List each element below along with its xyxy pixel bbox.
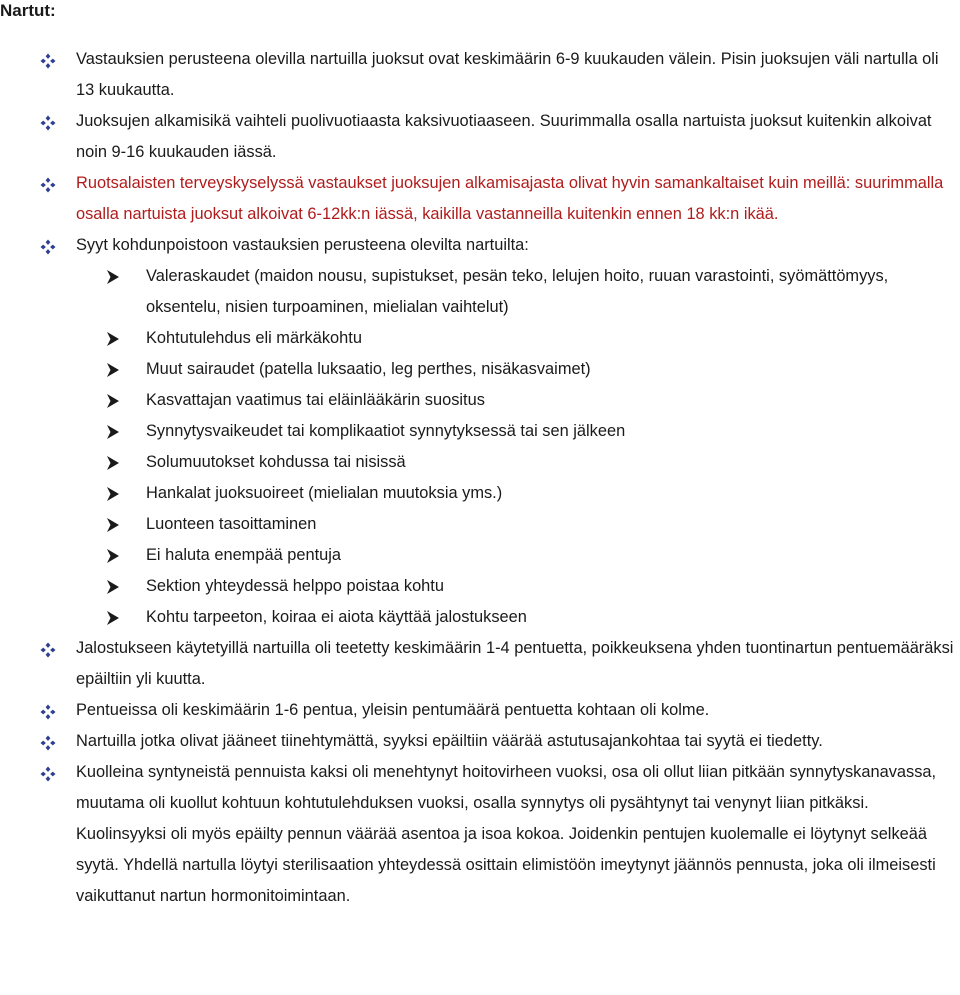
diamond-bullet-icon bbox=[40, 766, 56, 782]
sub-list-item bbox=[0, 540, 960, 571]
diamond-bullet-icon bbox=[40, 177, 56, 193]
list-item-text: Juoksujen alkamisikä vaihteli puolivuotiaasta kaksivuotiaaseen. Suurimmalla osalla nartuista juoksut kuitenkin alkoivat noin 9-16 kuukauden iässä. bbox=[76, 112, 932, 161]
sub-list-item-text: Kasvattajan vaatimus tai eläinlääkärin suositus bbox=[146, 391, 485, 409]
sub-list-item-text: Kohtu tarpeeton, koiraa ei aiota käyttää jalostukseen bbox=[146, 608, 527, 626]
list-item bbox=[0, 633, 960, 695]
arrowhead-icon bbox=[106, 393, 120, 409]
list-item-text: Nartuilla jotka olivat jääneet tiinehtymättä, syyksi epäiltiin väärää astutusajankohtaa tai syytä ei tiedetty. bbox=[76, 732, 823, 750]
arrowhead-icon bbox=[106, 331, 120, 347]
list-item-text: Ruotsalaisten terveyskyselyssä vastaukset juoksujen alkamisajasta olivat hyvin samankaltaiset kuin meillä: suurimmalla osalla nartuista juoksut alkoivat 6-12kk:n iässä, kaikilla vastanneilla kuitenkin ennen 18 kk:n ikää. bbox=[76, 174, 944, 223]
sub-list-item-text: Sektion yhteydessä helppo poistaa kohtu bbox=[146, 577, 444, 595]
sub-list-item-text: Muut sairaudet (patella luksaatio, leg perthes, nisäkasvaimet) bbox=[146, 360, 591, 378]
sub-list-item bbox=[0, 416, 960, 447]
arrowhead-icon bbox=[106, 579, 120, 595]
sub-list-item bbox=[0, 447, 960, 478]
arrowhead-icon bbox=[106, 486, 120, 502]
sub-list-item-text: Kohtutulehdus eli märkäkohtu bbox=[146, 329, 362, 347]
list-item-text: Jalostukseen käytetyillä nartuilla oli teetetty keskimäärin 1-4 pentuetta, poikkeuksena yhden tuontinartun pentuemääräksi epäiltiin yli kuutta. bbox=[76, 639, 954, 688]
list-item-text: Syyt kohdunpoistoon vastauksien perusteena olevilta nartuilta: bbox=[76, 236, 529, 254]
sub-list-item bbox=[0, 478, 960, 509]
list-item-highlighted bbox=[0, 168, 960, 230]
sub-list-item-text: Hankalat juoksuoireet (mielialan muutoksia yms.) bbox=[146, 484, 503, 502]
list-item-text: Kuolleina syntyneistä pennuista kaksi oli menehtynyt hoitovirheen vuoksi, osa oli ollut liian pitkään synnytyskanavassa, muutama oli kuollut kohtuun kohtutulehduksen vuoksi, osalla synnytys oli pysähtynyt tai venynyt liian pitkäksi. Kuolinsyyksi oli myös epäilty pennun väärää asentoa ja isoa kokoa. Joidenkin pentujen kuolemalle ei löytynyt selkeää syytä. Yhdellä nartulla löytyi sterilisaation yhteydessä osittain elimistöön imeytynyt jäännös pennusta, joka oli ilmeisesti vaikuttanut nartun hormonitoimintaan. bbox=[76, 763, 937, 905]
sub-list-item bbox=[0, 571, 960, 602]
page-title: Nartut: bbox=[0, 1, 56, 20]
diamond-bullet-icon bbox=[40, 115, 56, 131]
diamond-bullet-icon bbox=[40, 735, 56, 751]
sub-list-item bbox=[0, 323, 960, 354]
list-item bbox=[0, 726, 960, 757]
sub-list-item-text: Synnytysvaikeudet tai komplikaatiot synnytyksessä tai sen jälkeen bbox=[146, 422, 626, 440]
sub-list-item bbox=[0, 385, 960, 416]
arrowhead-icon bbox=[106, 269, 120, 285]
diamond-bullet-icon bbox=[40, 704, 56, 720]
sub-list-item-text: Valeraskaudet (maidon nousu, supistukset, pesän teko, lelujen hoito, ruuan varastointi, syömättömyys, oksentelu, nisien turpoaminen, mielialan vaihtelut) bbox=[146, 267, 889, 316]
arrowhead-icon bbox=[106, 517, 120, 533]
sub-list-item bbox=[0, 509, 960, 540]
list-item bbox=[0, 695, 960, 726]
list-item-text: Vastauksien perusteena olevilla nartuilla juoksut ovat keskimäärin 6-9 kuukauden välein. Pisin juoksujen väli nartulla oli 13 kuukautta. bbox=[76, 50, 939, 99]
sub-list-item-text: Solumuutokset kohdussa tai nisissä bbox=[146, 453, 406, 471]
arrowhead-icon bbox=[106, 424, 120, 440]
arrowhead-icon bbox=[106, 455, 120, 471]
sub-list-item bbox=[0, 602, 960, 633]
list-item bbox=[0, 230, 960, 261]
list-item-text: Pentueissa oli keskimäärin 1-6 pentua, yleisin pentumäärä pentuetta kohtaan oli kolme. bbox=[76, 701, 710, 719]
diamond-bullet-icon bbox=[40, 642, 56, 658]
arrowhead-icon bbox=[106, 548, 120, 564]
diamond-bullet-icon bbox=[40, 239, 56, 255]
sub-list-item bbox=[0, 261, 960, 323]
sub-list-item-text: Luonteen tasoittaminen bbox=[146, 515, 317, 533]
list-item bbox=[0, 106, 960, 168]
sub-list bbox=[0, 261, 960, 633]
list-item bbox=[0, 757, 960, 912]
bullet-list bbox=[0, 44, 960, 912]
list-item bbox=[0, 44, 960, 106]
arrowhead-icon bbox=[106, 610, 120, 626]
arrowhead-icon bbox=[106, 362, 120, 378]
diamond-bullet-icon bbox=[40, 53, 56, 69]
sub-list-item bbox=[0, 354, 960, 385]
sub-list-item-text: Ei haluta enempää pentuja bbox=[146, 546, 342, 564]
